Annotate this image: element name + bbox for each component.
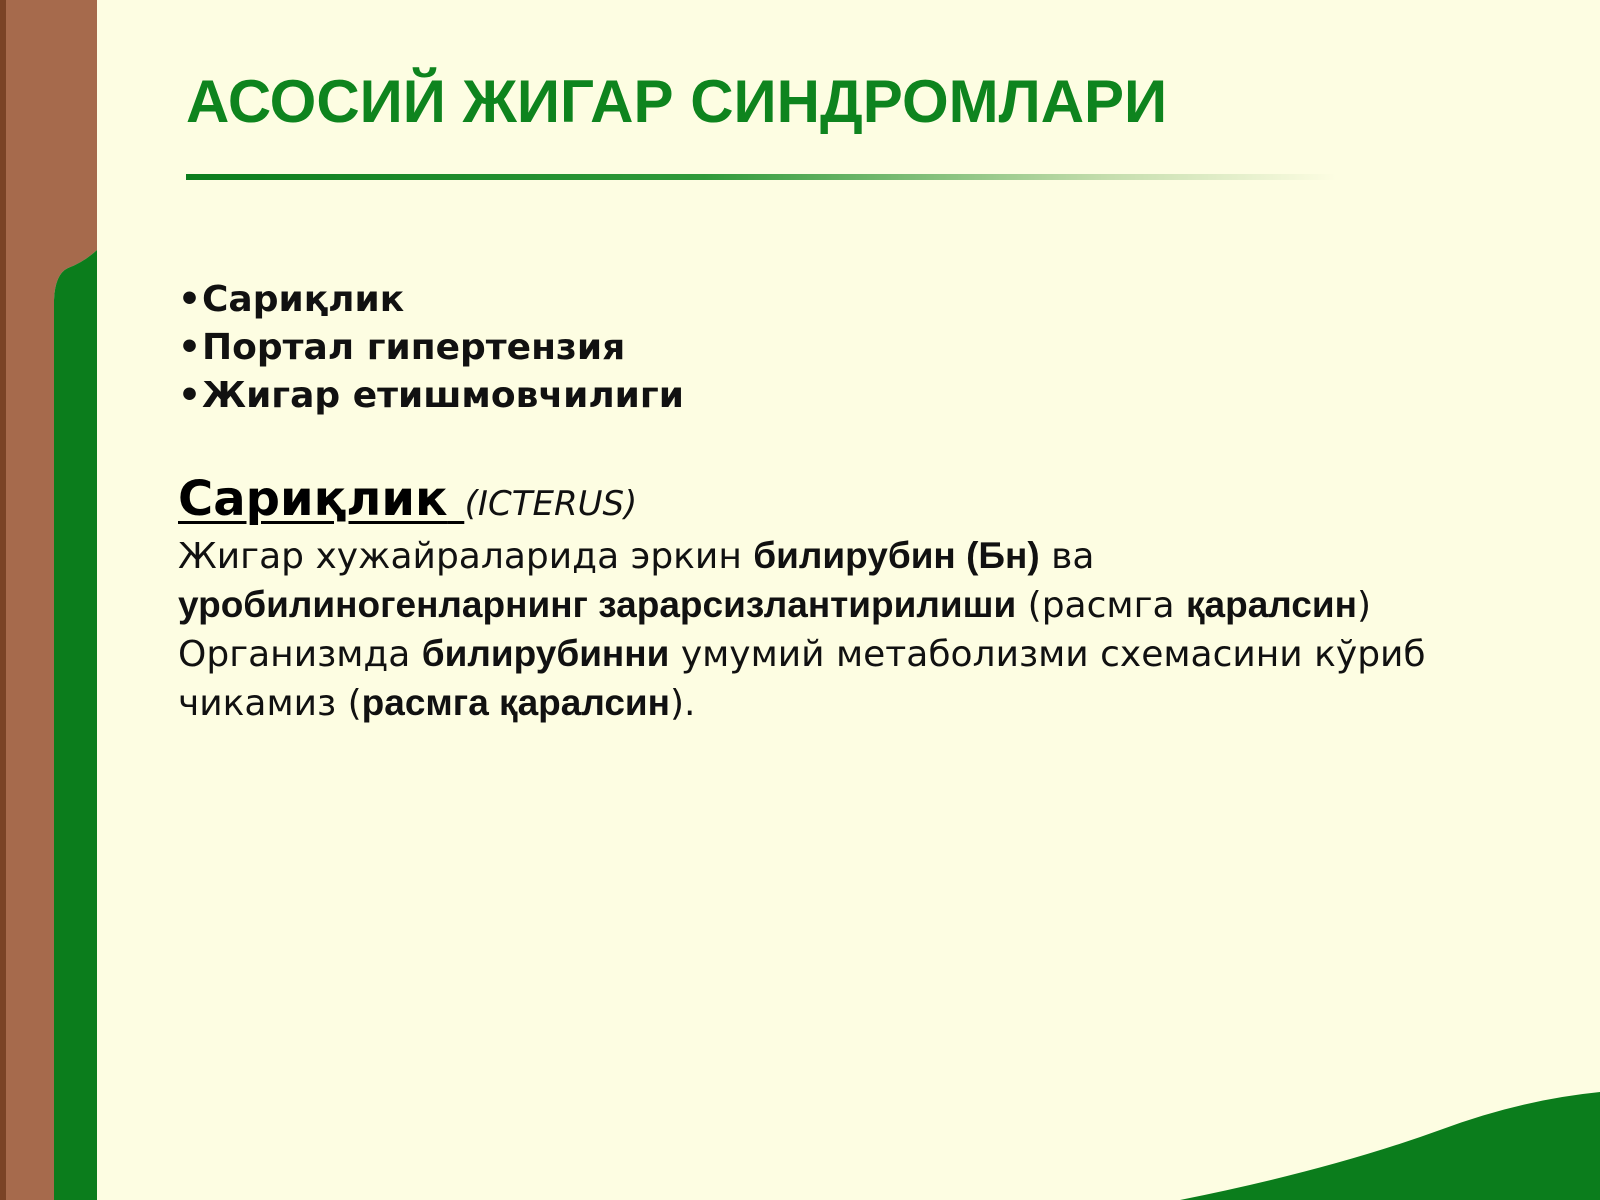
body-text: ва	[1039, 536, 1095, 577]
section-body	[178, 532, 1558, 728]
slide-title: АСОСИЙ ЖИГАР СИНДРОМЛАРИ	[186, 68, 1168, 135]
bullet-marker: •	[178, 375, 202, 416]
section-latin-name: (ICTERUS)	[464, 484, 638, 524]
body-text: ).	[670, 683, 696, 724]
body-text: Жигар хужайраларида эркин	[178, 536, 754, 577]
green-side-band	[54, 250, 97, 1200]
list-item	[178, 324, 684, 372]
body-text: Организмда	[178, 634, 422, 675]
body-bold-text: билирубин (Бн)	[753, 535, 1040, 576]
section-title-underline-gap	[448, 468, 460, 530]
section-title: Сариқлик	[178, 471, 448, 527]
syndrome-list	[178, 276, 684, 420]
body-bold-text: қаралсин	[1186, 584, 1357, 625]
section-heading	[178, 468, 637, 530]
body-text: умумий метаболизми схемасини кўриб	[669, 634, 1426, 675]
green-corner-wave	[1180, 1092, 1600, 1200]
title-underline	[186, 174, 1336, 180]
bullet-marker: •	[178, 327, 202, 368]
body-text: )	[1356, 585, 1372, 626]
body-line	[178, 581, 1558, 630]
body-bold-text: билирубинни	[421, 633, 670, 674]
list-item	[178, 276, 684, 324]
body-text: (расмга	[1016, 585, 1186, 626]
body-text: чикамиз (	[178, 683, 362, 724]
body-bold-text: расмга қаралсин	[361, 682, 671, 723]
body-line	[178, 679, 1558, 728]
list-item-label: Портал гипертензия	[202, 327, 626, 368]
list-item	[178, 372, 684, 420]
body-line	[178, 630, 1558, 679]
body-line	[178, 532, 1558, 581]
body-bold-text: уробилиногенларнинг зарарсизлантирилиши	[178, 584, 1017, 625]
list-item-label: Сариқлик	[202, 279, 405, 320]
list-item-label: Жигар етишмовчилиги	[202, 375, 684, 416]
brown-band-edge	[0, 0, 6, 1200]
bullet-marker: •	[178, 279, 202, 320]
